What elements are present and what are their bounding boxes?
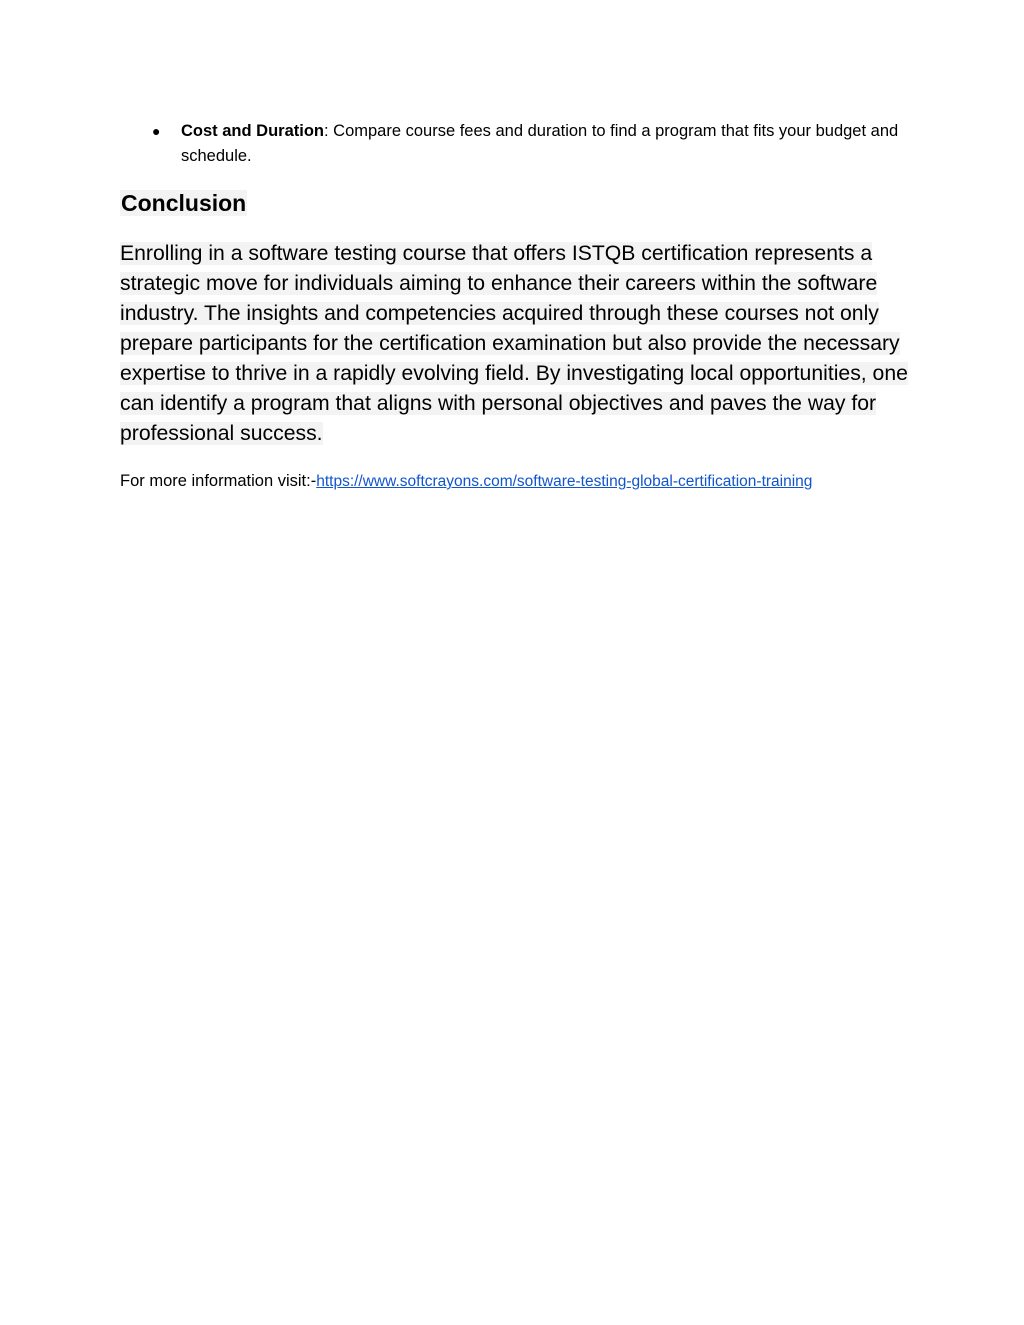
bullet-icon: ● [152, 123, 161, 139]
conclusion-paragraph [120, 239, 920, 449]
list-item [120, 119, 910, 169]
more-info-label: For more information visit:- [120, 472, 317, 490]
bullet-term: Cost and Duration [181, 122, 324, 140]
bullet-list [120, 119, 910, 169]
more-info-link[interactable]: https://www.softcrayons.com/software-testing-global-certification-training [316, 473, 813, 490]
bullet-text: : Compare course fees and duration to find a program that fits your budget and schedule. [181, 122, 899, 165]
more-info-line [120, 469, 920, 494]
section-heading-text: Conclusion [121, 190, 247, 216]
section-heading [120, 187, 247, 219]
conclusion-paragraph-text: Enrolling in a software testing course that offers ISTQB certification represents a strategic move for individuals aiming to enhance their careers within the software industry. The insights and competencies acquired through these courses not only prepare participants for the certification examination but also provide the necessary expertise to thrive in a rapidly evolving field. By investigating local opportunities, one can identify a program that aligns with personal objectives and paves the way for professional success. [120, 242, 908, 445]
